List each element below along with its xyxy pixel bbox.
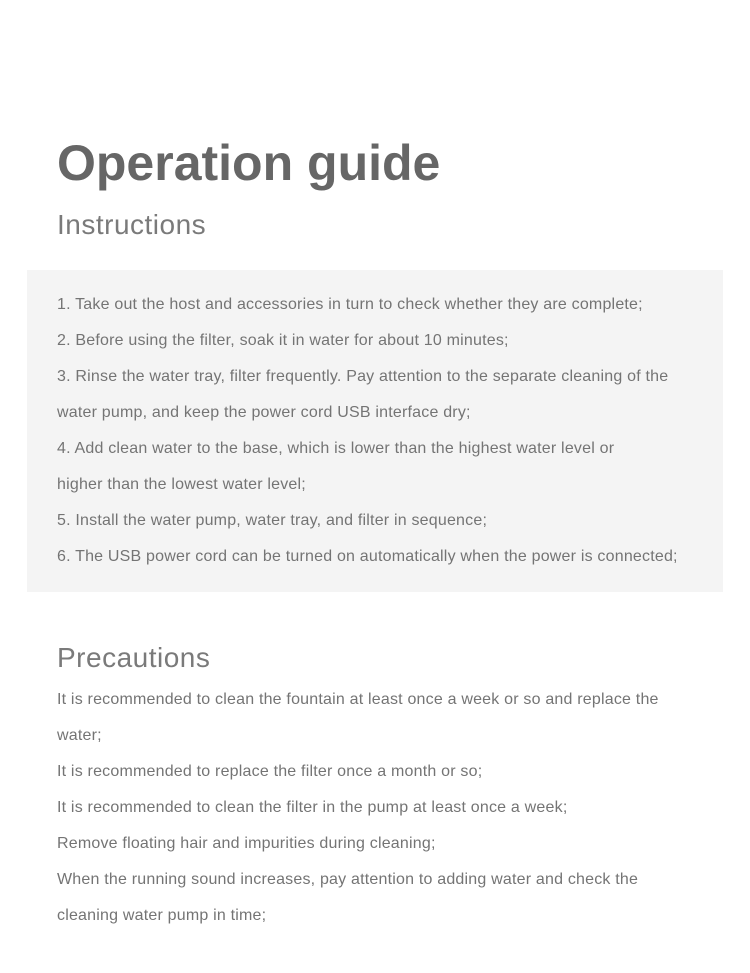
precaution-line: It is recommended to replace the filter once a month or so; <box>57 763 483 780</box>
instruction-line: 2. Before using the filter, soak it in water for about 10 minutes; <box>57 332 509 349</box>
precaution-line: It is recommended to clean the filter in the pump at least once a week; <box>57 799 568 816</box>
instruction-line-continuation: water pump, and keep the power cord USB interface dry; <box>57 404 471 421</box>
instruction-line: 3. Rinse the water tray, filter frequently. Pay attention to the separate cleaning of the <box>57 368 669 385</box>
instructions-section-heading: Instructions <box>57 209 207 241</box>
precaution-line: It is recommended to clean the fountain at least once a week or so and replace the <box>57 691 659 708</box>
page-title: Operation guide <box>57 134 441 191</box>
instruction-line: 6. The USB power cord can be turned on automatically when the power is connected; <box>57 548 678 565</box>
instruction-line: 4. Add clean water to the base, which is lower than the highest water level or <box>57 440 615 457</box>
instruction-line: 5. Install the water pump, water tray, and filter in sequence; <box>57 512 488 529</box>
precaution-line-continuation: water; <box>57 727 102 744</box>
precaution-line: When the running sound increases, pay attention to adding water and check the <box>57 871 639 888</box>
precautions-section-heading: Precautions <box>57 642 211 674</box>
instruction-line-continuation: higher than the lowest water level; <box>57 476 306 493</box>
instruction-line: 1. Take out the host and accessories in turn to check whether they are complete; <box>57 296 643 313</box>
precautions-body <box>57 682 723 934</box>
instructions-panel <box>27 270 723 592</box>
precaution-line: Remove floating hair and impurities during cleaning; <box>57 835 436 852</box>
precaution-line-continuation: cleaning water pump in time; <box>57 907 267 924</box>
